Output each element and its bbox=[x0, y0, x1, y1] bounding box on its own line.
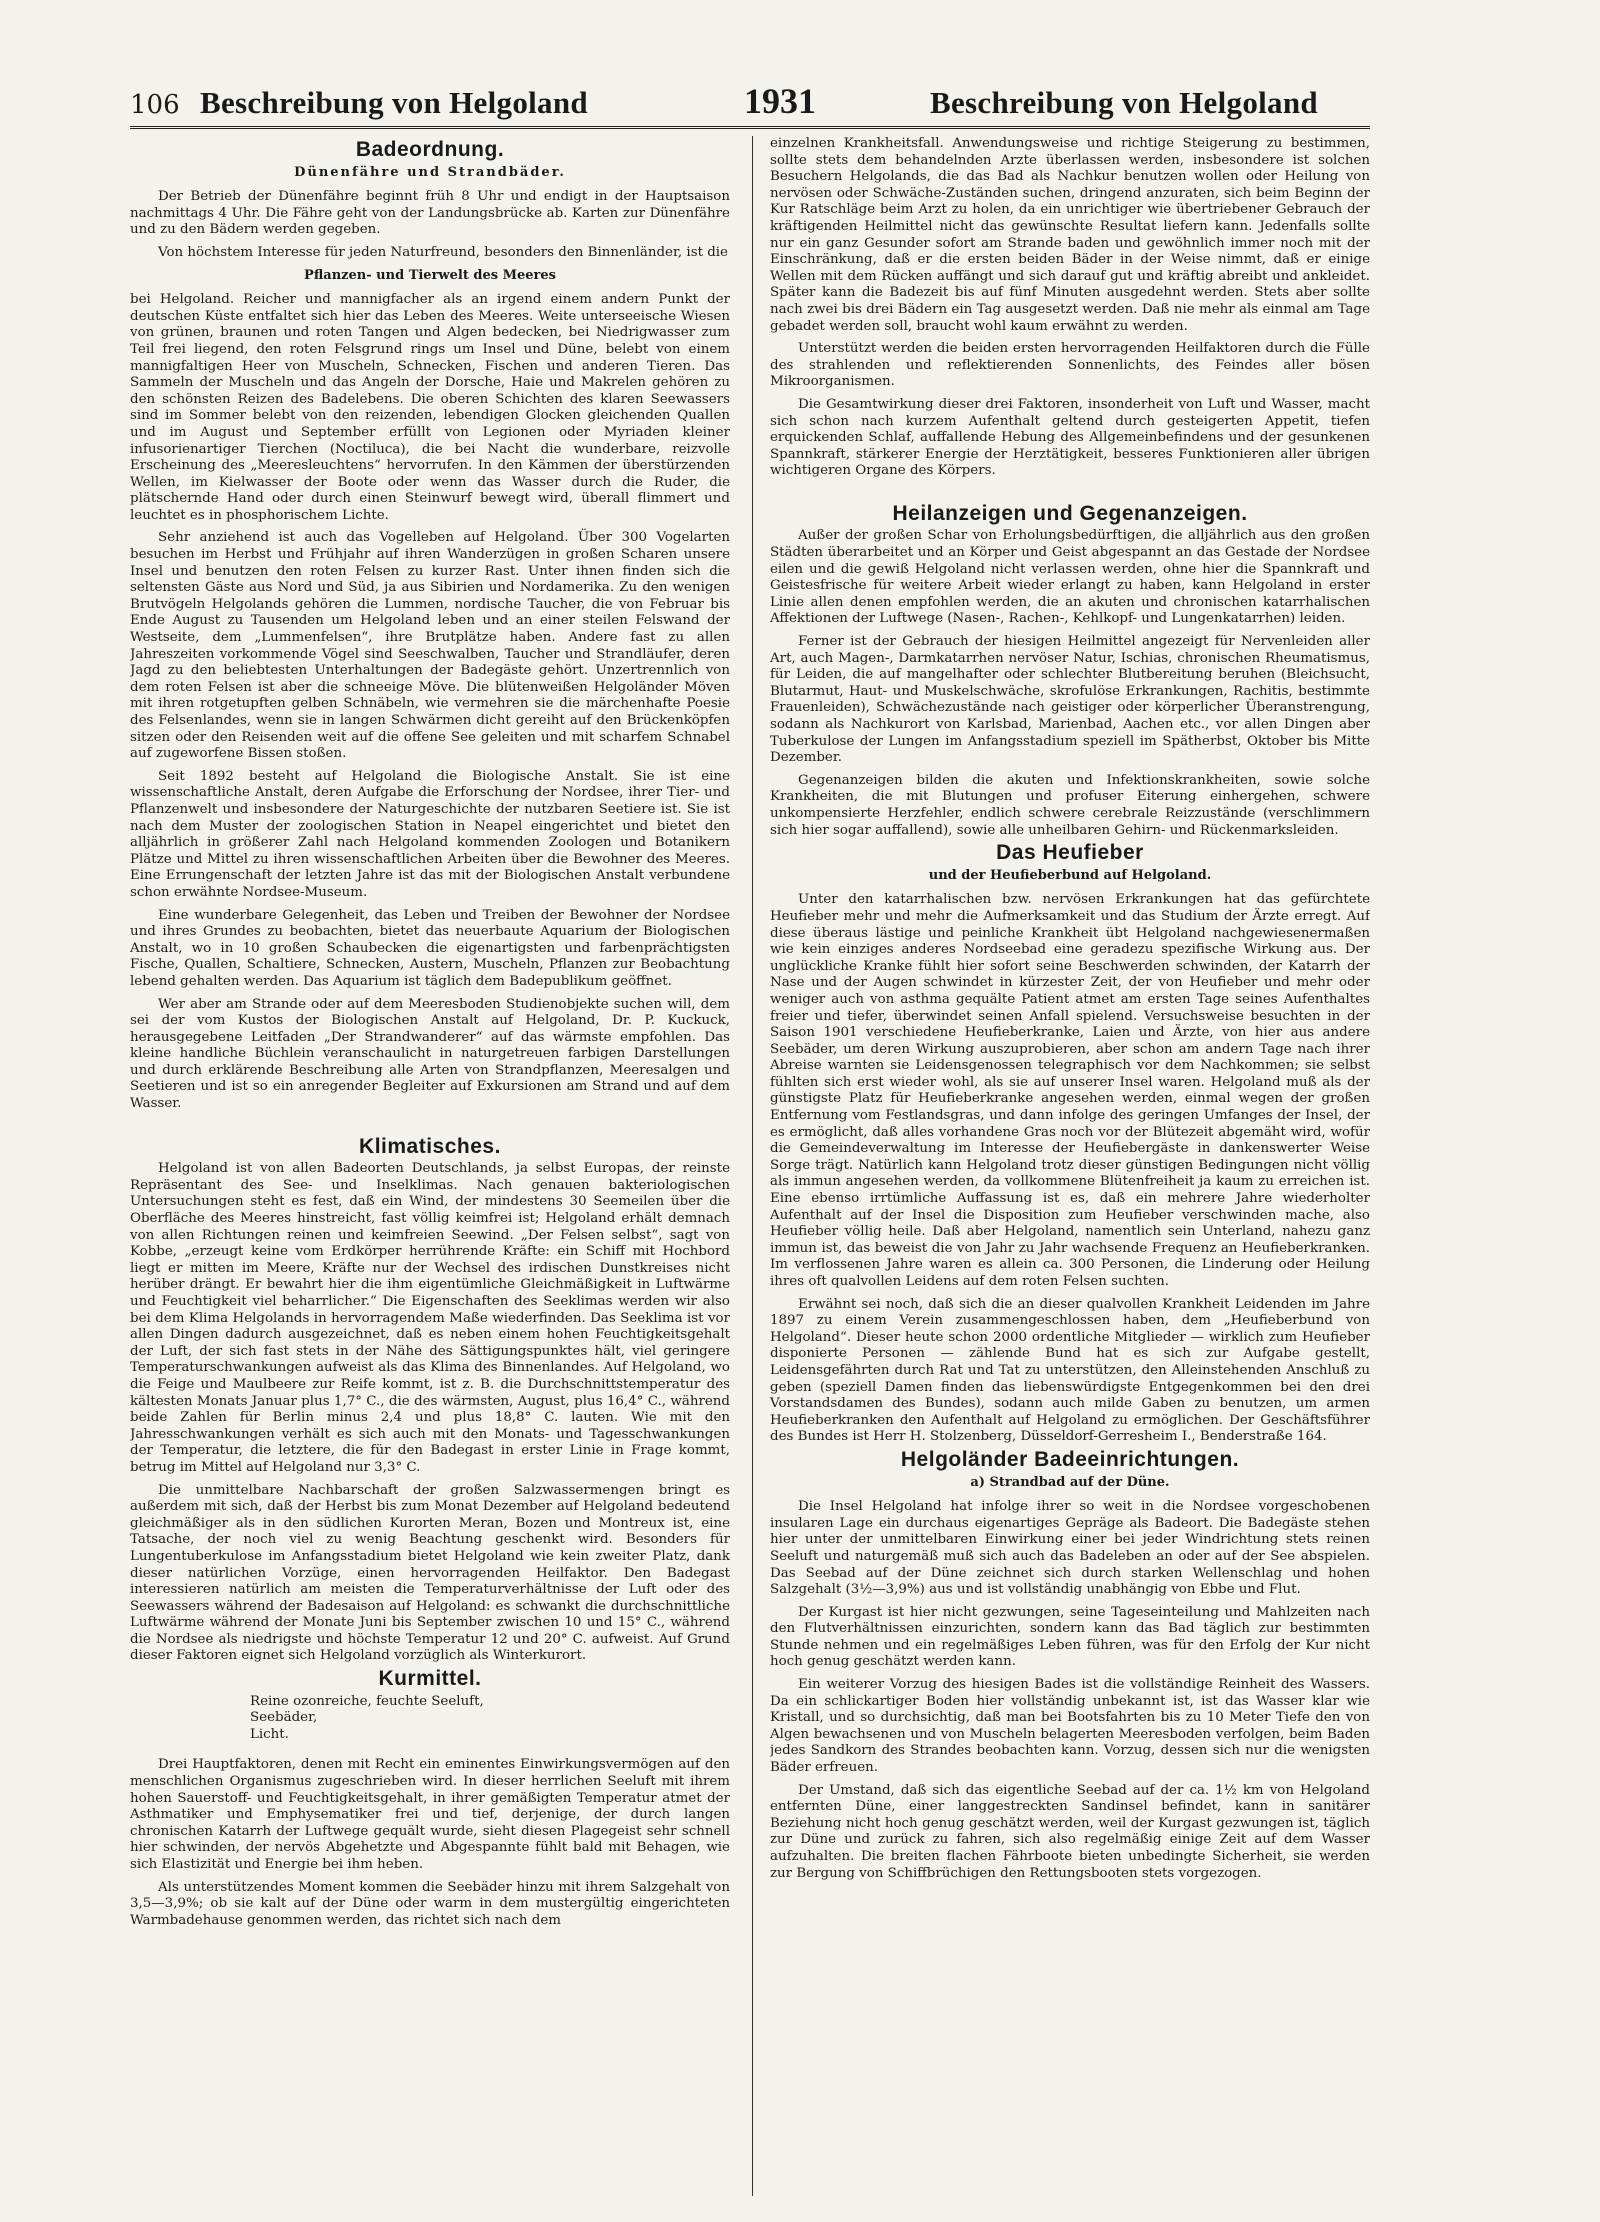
paragraph: Unter den katarrhalischen bzw. nervösen Erkrankungen hat das gefürchtete Heufieber mehr und mehr die Aufmerksamkeit und das Studium der Ärzte erregt. Auf diese überaus lästige und peinliche Krankheit übt Helgoland nachgewiesenermaßen wie kein einziges anderes Nordseebad eine geradezu spezifische Wirkung aus. Der unglückliche Kranke fühlt hier sofort seine Beschwerden schwinden, der Katarrh der Nase und der Augen schwindet in kürzester Zeit, der von Heufieber und mehr oder weniger auch von asthma gequälte Patient atmet am ersten Tage seines Aufenthaltes freier und tiefer, überwindet seinen Anfall spielend. Versuchsweise besuchten in der Saison 1901 verschiedene Heufieberkranke, Laien und Ärzte, von hier aus andere Seebäder, um deren Wirkung auszuprobieren, aber schon am andern Tage nach ihrer Abreise warnten sie Leidensgenossen telegraphisch vor dem Nachkommen; sie selbst fühlten sich erst wieder wohl, als sie auf unserer Insel waren. Helgoland muß als der günstigste Platz für Heufieberkranke angesehen werden, einmal wegen der großen Entfernung vom Festlandsgras, und dann infolge des geringen Umfanges der Insel, der es ermöglicht, daß alles vorhandene Gras noch vor der Blütezeit abgemäht wird, wofür die Gemeindeverwaltung im Interesse der Heufiebergäste in dankenswerter Weise Sorge trägt. Natürlich kann Helgoland trotz dieser günstigen Bedingungen nicht völlig als immun angesehen werden, da vollkommene Blütenfreiheit ja kaum zu erreichen ist. Eine ebenso irrtümliche Auffassung ist es, daß ein mehrere Jahre wiederholter Aufenthalt auf der Insel die Disposition zum Heufieber verschwinden mache, also Heufieber völlig heile. Daß aber Helgoland, namentlich sein Unterland, nahezu ganz immun ist, das beweist die von Jahr zu Jahr wachsende Frequenz an Heufieberkranken. Im verflossenen Jahre waren es allein ca. 300 Personen, die Linderung oder Heilung ihres oft qualvollen Leidens auf dem roten Felsen suchten. bbox=[770, 892, 1370, 1289]
paragraph: Der Umstand, daß sich das eigentliche Seebad auf der ca. 1½ km von Helgoland entfernten Düne, einer langgestreckten Sandinsel befindet, kann in sanitärer Beziehung nicht hoch genug geschätzt werden, weil der Kurgast gezwungen ist, täglich zur Düne und zurück zu fahren, sich also regelmäßig einige Zeit auf dem Wasser aufzuhalten. Die breiten flachen Fährboote bieten unbedingte Sicherheit, sie werden zur Bergung von Schiffbrüchigen den Rettungsbooten stets vorgezogen. bbox=[770, 1782, 1370, 1881]
paragraph: Die Insel Helgoland hat infolge ihrer so weit in die Nordsee vorgeschobenen insularen Lage ein durchaus eigenartiges Gepräge als Badeort. Die Badegäste stehen hier unter der unmittelbaren Einwirkung einer bei jeder Windrichtung stets reinen Seeluft und naturgemäß muß sich auch das Badeleben an oder auf der See abspielen. Das Seebad auf der Düne zeichnet sich durch starken Wellenschlag und hohen Salzgehalt (3½—3,9%) aus und ist vollständig unabhängig von Ebbe und Flut. bbox=[770, 1499, 1370, 1598]
paragraph: Die Gesamtwirkung dieser drei Faktoren, insonderheit von Luft und Wasser, macht sich schon nach kurzem Aufenthalt geltend durch gesteigerten Appetit, tiefen erquickenden Schlaf, auffallende Hebung des Allgemeinbefindens und der gesunkenen Spannkraft, stärkerer Energie der Herztätigkeit, besseres Funktionieren aller übrigen wichtigeren Organe des Körpers. bbox=[770, 396, 1370, 479]
paragraph: Ein weiterer Vorzug des hiesigen Bades ist die vollständige Reinheit des Wassers. Da ein schlickartiger Boden hier vollständig unbekannt ist, ist das Wasser klar wie Kristall, und so durchsichtig, daß man bei Bootsfahrten bis zu 10 Meter Tiefe den von Algen bewachsenen und von Muscheln belagerten Meeresboden verfolgen, beim Baden jedes Sandkorn des Strandes beobachten kann. Vorzug, dessen sich nur die wenigsten Bäder erfreuen. bbox=[770, 1677, 1370, 1776]
paragraph: einzelnen Krankheitsfall. Anwendungsweise und richtige Steigerung zu bestimmen, sollte stets dem behandelnden Arzte überlassen werden, insbesondere ist solchen Besuchern Helgolands, die das Bad als Nachkur benutzen wollen oder Heilung von nervösen oder Schwäche-Zuständen suchen, dringend anzuraten, sich beim Beginn der Kur Ratschläge beim Arzt zu holen, da ein unrichtiger wie übertriebener Gebrauch der kräftigenden Heilmittel nicht das gewünschte Resultat liefern kann. Jedenfalls sollte nur ein ganz Gesunder sofort am Strande baden und gewöhnlich immer noch mit der Einschränkung, daß er die ersten beiden Bäder in der Weise nimmt, daß er einige Wellen mit dem Rücken auffängt und sich darauf gut und kräftig abreibt und ankleidet. Später kann die Badezeit bis auf fünf Minuten ausgedehnt werden. Stets aber sollte nach zwei bis drei Bädern ein Tag ausgesetzt werden. Daß nie mehr als einmal am Tage gebadet werden soll, braucht wohl kaum erwähnt zu werden. bbox=[770, 136, 1370, 334]
section-title-badeordnung: Badeordnung. bbox=[355, 138, 505, 161]
section-subtitle: a) Strandbad auf der Düne. bbox=[970, 1474, 1170, 1490]
paragraph: Die unmittelbare Nachbarschaft der großen Salzwassermengen bringt es außerdem mit sich, daß der Herbst bis zum Monat Dezember auf Helgoland bedeutend gleichmäßiger als in den südlichen Kurorten Meran, Bozen und Montreux ist, eine Tatsache, der noch viel zu wenig Beachtung geschenkt wird. Besonders für Lungentuberkulose im Anfangsstadium bietet Helgoland wie kein zweiter Platz, dank dieser natürlichen Vorzüge, einen hervorragenden Heilfaktor. Den Badegast interessieren natürlich am meisten die Temperaturverhältnisse der Luft oder des Seewassers während der Badesaison auf Helgoland: es schwankt die durchschnittliche Luftwärme während der Monate Juni bis September zwischen 10 und 15° C., während die Nordsee als niedrigste und höchste Temperatur 12 und 20° C. aufweist. Auf Grund dieser Faktoren eignet sich Helgoland vorzüglich als Winterkurort. bbox=[130, 1482, 730, 1664]
paragraph: Drei Hauptfaktoren, denen mit Recht ein eminentes Einwirkungsvermögen auf den menschlichen Organismus zugeschrieben wird. In dieser herrlichen Seeluft mit ihrem hohen Sauerstoff- und Feuchtigkeitsgehalt, in ihrer gemäßigten Temperatur atmet der Asthmatiker und Emphysematiker frei und tief, derjenige, der durch langen chronischen Katarrh der Luftwege gequält wurde, sieht diesen Plagegeist sehr schnell hier schwinden, der nervös Abgehetzte und Abgespannte fühlt bald mit Behagen, wie sich Elastizität und Energie bei ihm heben. bbox=[130, 1757, 730, 1872]
paragraph: Außer der großen Schar von Erholungsbedürftigen, die alljährlich aus den großen Städten überarbeitet und an Körper und Geist abgespannt an das Gestade der Nordsee eilen und die gewiß Helgoland nicht verlassen werden, ohne hier die Spannkraft und Geistesfrische für weitere Arbeit wieder erlangt zu haben, kann Helgoland in erster Linie allen denen empfohlen werden, die an akuten und chronischen katarrhalischen Affektionen der Luftwege (Nasen-, Rachen-, Kehlkopf- und Lungenkatarrhen) leiden. bbox=[770, 528, 1370, 627]
paragraph: Gegenanzeigen bilden die akuten und Infektionskrankheiten, sowie solche Krankheiten, die mit Blutungen und profuser Eiterung einhergehen, schwere unkompensierte Herzfehler, endlich schwere cerebrale Reizzustände (verschlimmern sich hier sogar auffallend), sowie alle unheilbaren Gehirn- und Rückenmarksleiden. bbox=[770, 772, 1370, 838]
paragraph: Ferner ist der Gebrauch der hiesigen Heilmittel angezeigt für Nervenleiden aller Art, auch Magen-, Darmkatarrhen nervöser Natur, Ischias, chronischen Rheumatismus, für Leiden, die auf mangelhafter oder schlechter Blutbereitung beruhen (Bleichsucht, Blutarmut, Haut- und Muskelschwäche, skrofulöse Erkrankungen, Rachitis, bestimmte Frauenleiden), Schwächezustände nach geistiger oder körperlicher Überanstrengung, sodann als Nachkurort von Karlsbad, Marienbad, Aachen etc., vor allen Dingen aber Tuberkulose der Lungen im Anfangsstadium speziell im Spätherbst, Oktober bis Mitte Dezember. bbox=[770, 634, 1370, 766]
section-title-kurmittel: Kurmittel. bbox=[378, 1667, 482, 1691]
subheading: Pflanzen- und Tierwelt des Meeres bbox=[304, 267, 556, 283]
paragraph: Helgoland ist von allen Badeorten Deutschlands, ja selbst Europas, der reinste Repräsentant des See- und Inselklimas. Nach genauen bakteriologischen Untersuchungen steht es fest, daß ein Wind, der mindestens 30 Seemeilen über die Oberfläche des Meeres hinstreicht, fast völlig keimfrei ist; Helgoland erhält demnach von allen Richtungen reinen und keimfreien Seewind. „Der Felsen selbst“, sagt von Kobbe, „erzeugt keine vom Erdkörper herrührende Kräfte: ein Schiff mit Hochbord liegt er mitten im Meere, Kräfte nur der Wechsel des irdischen Dunstkreises nicht herüber drängt. Er bewahrt hier die ihm eigentümliche Gleichmäßigkeit in Luftwärme und Feuchtigkeit viel beharrlicher.“ Die Eigenschaften des Seeklimas werden wir also bei dem Klima Helgolands in hervorragendem Maße wiederfinden. Das Seeklima ist vor allen Dingen dadurch ausgezeichnet, daß es neben einem hohen Feuchtigkeitsgehalt der Luft, der sich fast stets in der Nähe des Sättigungspunktes hält, viel geringere Temperaturschwankungen aufweist als das Klima des Binnenlandes. Auf Helgoland, wo die Feige und Maulbeere zur Reife kommt, ist z. B. die Durchschnittstemperatur des kältesten Monats Januar plus 1,7° C., die des wärmsten, August, plus 16,4° C., während beide Zahlen für Berlin minus 2,4 und plus 18,8° C. lauten. Wie mit den Jahresschwankungen verhält es sich auch mit den Monats- und Tagesschwankungen der Temperatur, die letztere, die für den Badegast in erster Linie in Frage kommt, betrug im Mittel auf Helgoland nur 3,3° C. bbox=[130, 1161, 730, 1475]
page-header bbox=[130, 80, 1370, 124]
running-title-left: Beschreibung von Helgoland bbox=[200, 85, 588, 120]
section-title-badeeinrichtungen: Helgoländer Badeeinrichtungen. bbox=[900, 1447, 1240, 1471]
list-item: Reine ozonreiche, feuchte Seeluft, bbox=[250, 1693, 484, 1709]
paragraph: Der Betrieb der Dünenfähre beginnt früh 8 Uhr und endigt in der Hauptsaison nachmittags 4 Uhr. Die Fähre geht von der Landungsbrücke ab. Karten zur Dünenfähre und zu den Bädern werden gegeben. bbox=[130, 189, 730, 238]
list-item: Seebäder, bbox=[250, 1710, 318, 1726]
header-rule bbox=[130, 126, 1370, 129]
list-item: Licht. bbox=[250, 1726, 289, 1742]
year: 1931 bbox=[744, 81, 816, 121]
paragraph: Als unterstützendes Moment kommen die Seebäder hinzu mit ihrem Salzgehalt von 3,5—3,9%; ob sie kalt auf der Düne oder warm in dem mustergültig eingerichteten Warmbadehause genommen werden, das richtet sich nach dem bbox=[130, 1879, 730, 1928]
page-number: 106 bbox=[130, 90, 180, 120]
running-title-right: Beschreibung von Helgoland bbox=[930, 85, 1318, 120]
paragraph: Seit 1892 besteht auf Helgoland die Biologische Anstalt. Sie ist eine wissenschaftliche Anstalt, deren Aufgabe die Erforschung der Nordsee, ihrer Tier- und Pflanzenwelt und insbesondere der Naturgeschichte der nutzbaren Seetiere ist. Sie ist nach dem Muster der zoologischen Station in Neapel eingerichtet und bietet den alljährlich in größerer Zahl nach Helgoland kommenden Zoologen und Botanikern Plätze und Mittel zu ihren wissenschaftlichen Arbeiten über die Bewohner des Meeres. Eine Errungenschaft der letzten Jahre ist das mit der Biologischen Anstalt verbundene schon erwähnte Nordsee-Museum. bbox=[130, 768, 730, 900]
section-subtitle: Dünenfähre und Strandbäder. bbox=[294, 164, 566, 180]
paragraph: Der Kurgast ist hier nicht gezwungen, seine Tageseinteilung und Mahlzeiten nach den Flutverhältnissen einzurichten, sondern kann das Bad täglich zur bestimmten Stunde nehmen und ein regelmäßiges Leben führen, was für den Erfolg der Kur nicht hoch genug geschätzt werden kann. bbox=[770, 1604, 1370, 1670]
right-column bbox=[770, 136, 1370, 2196]
section-title-heilanzeigen: Heilanzeigen und Gegenanzeigen. bbox=[892, 501, 1248, 525]
paragraph: Sehr anziehend ist auch das Vogelleben auf Helgoland. Über 300 Vogelarten besuchen im Herbst und Frühjahr auf ihren Wanderzügen in großen Scharen unsere Insel und benutzen den roten Felsen zu kurzer Rast. Unter ihnen finden sich die seltensten Gäste aus Nord und Süd, ja aus Sibirien und Nordamerika. Zu den wenigen Brutvögeln Helgolands gehören die Lummen, nordische Taucher, die von Februar bis Ende August zu Tausenden um Helgoland leben und an einer steilen Felswand der Westseite, dem „Lummenfelsen“, ihre Brutplätze haben. Andere fast zu allen Jahreszeiten vorkommende Vögel sind Seeschwalben, Taucher und Strandläufer, deren Jagd zu den beliebtesten Unterhaltungen der Badegäste gehört. Unzertrennlich von dem roten Felsen ist aber die schneeige Möve. Die blütenweißen Helgoländer Möven mit ihren rotgetupften gelben Schnäbeln, wie vermehren sie die märchenhafte Poesie des Felsenlandes, wenn sie in langen Schwärmen dicht gereiht auf den Brückenköpfen sitzen oder den Reisenden weit auf die offene See geleiten und mit scharfem Schnabel auf zugeworfene Bissen stoßen. bbox=[130, 530, 730, 762]
paragraph: bei Helgoland. Reicher und mannigfacher als an irgend einem andern Punkt der deutschen Küste entfaltet sich hier das Leben des Meeres. Weite unterseeische Wiesen von grünen, braunen und roten Tangen und Algen bedecken, bei Niedrigwasser zum Teil frei liegend, den roten Felsgrund rings um Insel und Düne, belebt von einem mannigfaltigen Heer von Muscheln, Schnecken, Fischen und anderen Tieren. Das Sammeln der Muscheln und das Angeln der Dorsche, Haie und Makrelen gehören zu den schönsten Reizen des Badelebens. Die oberen Schichten des klaren Seewassers sind im Sommer belebt von den reizenden, lebendigen Glocken gleichenden Quallen und im August und September erfüllt von Legionen oder Myriaden kleiner infusorienartiger Tierchen (Noctiluca), die bei Nacht die wunderbare, reizvolle Erscheinung des „Meeresleuchtens“ hervorrufen. In den Kämmen der überstürzenden Wellen, im Kielwasser der Boote oder wenn das Wasser durch die Ruder, die plätschernde Hand oder durch einen Steinwurf bewegt wird, überall flimmert und leuchtet es in phosphorischem Lichte. bbox=[130, 292, 730, 523]
paragraph: Unterstützt werden die beiden ersten hervorragenden Heilfaktoren durch die Fülle des strahlenden und reflektierenden Sonnenlichts, des Feindes aller bösen Mikroorganismen. bbox=[770, 341, 1370, 390]
left-column bbox=[130, 136, 730, 2196]
paragraph: Eine wunderbare Gelegenheit, das Leben und Treiben der Bewohner der Nordsee und ihres Grundes zu beobachten, bietet das neuerbaute Aquarium der Biologischen Anstalt, wo in 10 großen Schaubecken die eigenartigsten und farbenprächtigsten Fische, Quallen, Schaltiere, Schnecken, Austern, Muscheln, Pflanzen zur Beobachtung lebend gehalten werden. Das Aquarium ist täglich dem Badepublikum geöffnet. bbox=[130, 907, 730, 989]
kurmittel-list bbox=[250, 1694, 730, 1744]
paragraph: Wer aber am Strande oder auf dem Meeresboden Studienobjekte suchen will, dem sei der vom Kustos der Biologischen Anstalt auf Helgoland, Dr. P. Kuckuck, herausgegebene Leitfaden „Der Strandwanderer“ auf das wärmste empfohlen. Das kleine handliche Büchlein veranschaulicht in naturgetreuen farbigen Darstellungen und durch erklärende Beschreibung alle Arten von Strandpflanzen, Meeresalgen und Seetieren und ist so ein anregender Begleiter auf Exkursionen am Strand und auf dem Wasser. bbox=[130, 996, 730, 1112]
section-title-klimatisches: Klimatisches. bbox=[359, 1134, 501, 1158]
column-divider bbox=[752, 136, 753, 2196]
paragraph: Erwähnt sei noch, daß sich die an dieser qualvollen Krankheit Leidenden im Jahre 1897 zu einem Verein zusammengeschlossen haben, dem „Heufieberbund von Helgoland“. Dieser heute schon 2000 ordentliche Mitglieder — wirklich zum Heufieber disponierte Personen — zählende Bund hat es sich zur Aufgabe gestellt, Leidensgefährten durch Rat und Tat zu unterstützen, den Alleinstehenden Anschluß zu geben (speziell Damen finden das liebenswürdigste Entgegenkommen bei den drei Vorstandsdamen des Bundes), sodann auch milde Gaben zu benutzen, um armen Heufieberkranken den Aufenthalt auf Helgoland zu ermöglichen. Der Geschäftsführer des Bundes ist Herr H. Stolzenberg, Düsseldorf-Gerresheim I., Benderstraße 164. bbox=[770, 1296, 1370, 1445]
section-subtitle: und der Heufieberbund auf Helgoland. bbox=[928, 867, 1212, 883]
paragraph: Von höchstem Interesse für jeden Naturfreund, besonders den Binnenländer, ist die bbox=[158, 244, 728, 260]
section-title-heufieber: Das Heufieber bbox=[996, 841, 1144, 865]
